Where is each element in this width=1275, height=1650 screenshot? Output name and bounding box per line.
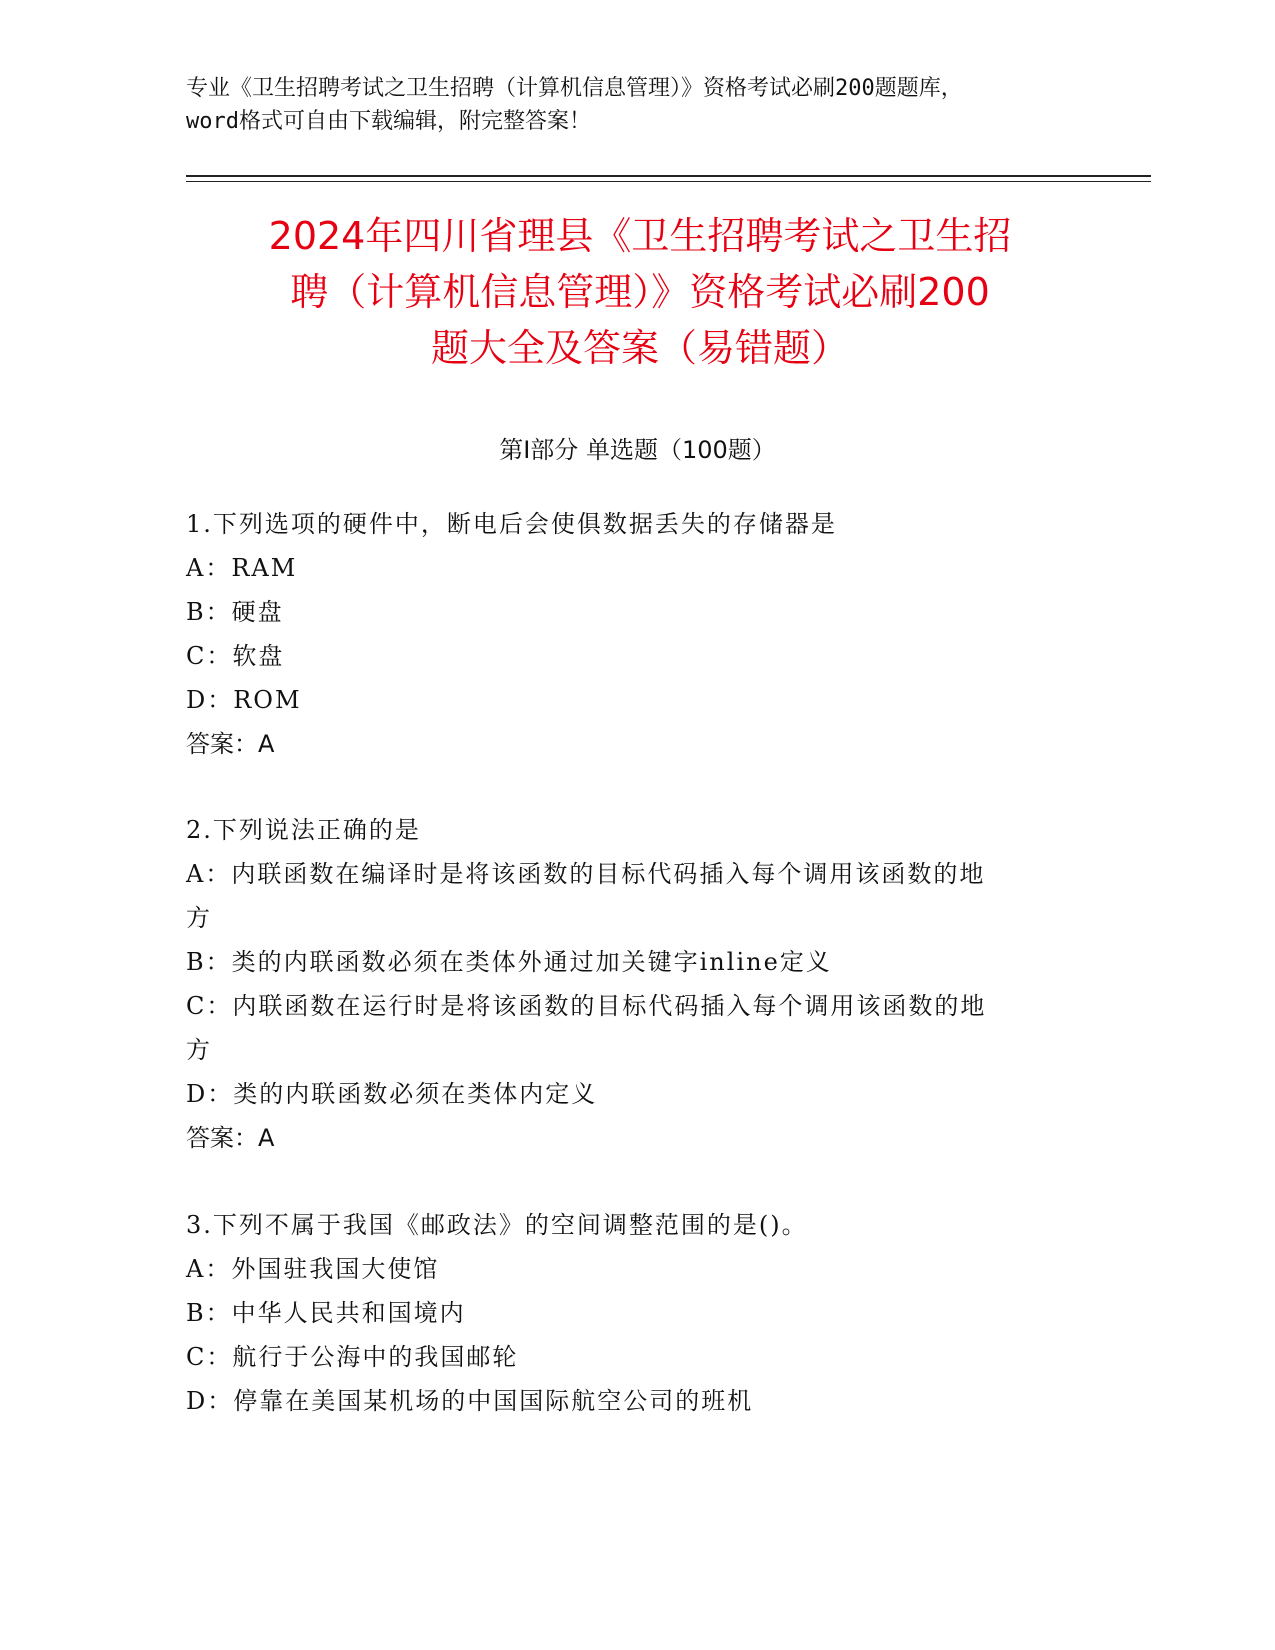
document-title-line: 聘（计算机信息管理）》资格考试必刷200: [290, 270, 990, 314]
question-option: A：内联函数在编译时是将该函数的目标代码插入每个调用该函数的地: [186, 860, 986, 888]
question-option: D：停靠在美国某机场的中国国际航空公司的班机: [186, 1387, 754, 1415]
question-option: A：外国驻我国大使馆: [186, 1255, 440, 1283]
question-option: B：硬盘: [186, 598, 284, 626]
question-option: B：中华人民共和国境内: [186, 1299, 466, 1327]
question-answer: 答案：A: [186, 1124, 275, 1152]
question-option: A：RAM: [186, 554, 298, 582]
question-stem: 2.下列说法正确的是: [186, 816, 421, 844]
question-option: C：软盘: [186, 642, 285, 670]
header-divider-thin: [186, 181, 1151, 182]
question-option: D：ROM: [186, 686, 302, 714]
header-note-line: word格式可自由下载编辑，附完整答案！: [186, 109, 591, 134]
document-title-line: 题大全及答案（易错题）: [430, 326, 849, 370]
question-option: C：内联函数在运行时是将该函数的目标代码插入每个调用该函数的地: [186, 992, 987, 1020]
section-title: 第Ⅰ部分 单选题（100题）: [499, 436, 776, 464]
question-option-continuation: 方: [186, 904, 212, 932]
document-title-line: 2024年四川省理县《卫生招聘考试之卫生招: [268, 214, 1012, 258]
question-option-continuation: 方: [186, 1036, 212, 1064]
question-option: D：类的内联函数必须在类体内定义: [186, 1080, 598, 1108]
document-title: [140, 208, 1140, 376]
question-option: C：航行于公海中的我国邮轮: [186, 1343, 519, 1371]
header-divider-thick: [186, 175, 1151, 177]
header-note: [186, 72, 1086, 138]
header-note-line: 专业《卫生招聘考试之卫生招聘（计算机信息管理）》资格考试必刷200题题库，: [186, 76, 963, 101]
question-answer: 答案：A: [186, 730, 275, 758]
question-option: B：类的内联函数必须在类体外通过加关键字inline定义: [186, 948, 832, 976]
question-stem: 3.下列不属于我国《邮政法》的空间调整范围的是()。: [186, 1211, 808, 1239]
question-stem: 1.下列选项的硬件中，断电后会使俱数据丢失的存储器是: [186, 510, 837, 538]
